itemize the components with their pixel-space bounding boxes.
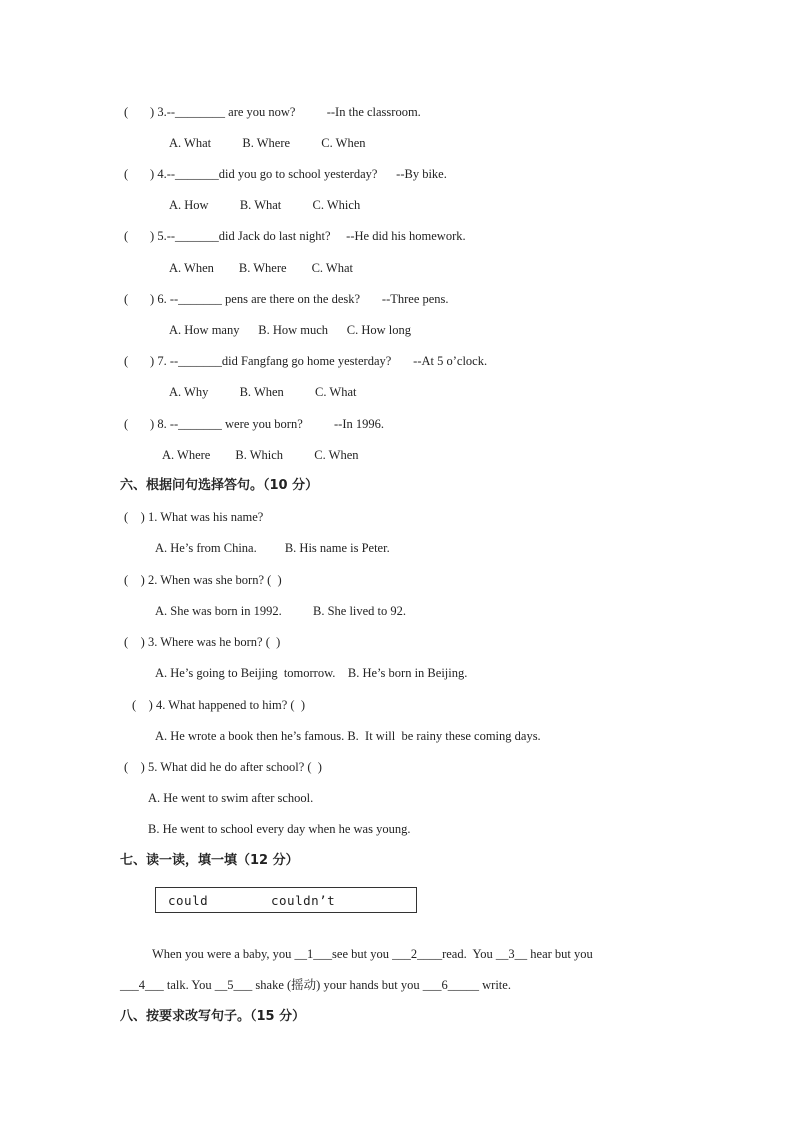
word-could: could [168,893,209,908]
question-8: ( ) 8. --_______ were you born? --In 1996. [124,417,385,431]
options-5: A. When B. Where C. What [169,261,353,275]
question-4: ( ) 4.--_______did you go to school yesterday? --By bike. [124,167,447,181]
passage-line-2: ___4___ talk. You __5___ shake (摇动) your hands but you ___6_____ write. [120,978,511,992]
question-5: ( ) 5.--_______did Jack do last night? --He did his homework. [124,229,466,243]
options-6: A. How many B. How much C. How long [169,323,412,337]
section6-title: 六、根据问句选择答句。（10 分） [120,478,319,493]
s6-question-2: ( ) 2. When was she born? ( ) [124,573,282,587]
s6-options-3: A. He’s going to Beijing tomorrow. B. He’s born in Beijing. [155,666,468,680]
section7-title: 七、读一读，填一填（12 分） [120,853,299,868]
s6-question-4: ( ) 4. What happened to him? ( ) [132,698,305,712]
options-8: A. Where B. Which C. When [162,448,359,462]
question-7: ( ) 7. --_______did Fangfang go home yesterday? --At 5 o’clock. [124,354,488,368]
options-7: A. Why B. When C. What [169,385,357,399]
s6-options-1: A. He’s from China. B. His name is Peter. [155,541,390,555]
s6-question-5: ( ) 5. What did he do after school? ( ) [124,760,322,774]
s6-options-5b: B. He went to school every day when he was young. [148,822,411,836]
word-couldnt: couldn’t [271,893,336,908]
question-3: ( ) 3.--________ are you now? --In the classroom. [124,105,421,119]
word-bank-box [155,887,417,913]
s6-options-4: A. He wrote a book then he’s famous. B. It will be rainy these coming days. [155,729,541,743]
options-3: A. What B. Where C. When [169,136,366,150]
s6-question-3: ( ) 3. Where was he born? ( ) [124,635,281,649]
passage-line-1: When you were a baby, you __1___see but you ___2____read. You __3__ hear but you [152,947,593,961]
section8-title: 八、按要求改写句子。（15 分） [120,1009,306,1024]
question-6: ( ) 6. --_______ pens are there on the desk? --Three pens. [124,292,449,306]
s6-question-1: ( ) 1. What was his name? [124,510,264,524]
options-4: A. How B. What C. Which [169,198,361,212]
s6-options-2: A. She was born in 1992. B. She lived to 92. [155,604,407,618]
s6-options-5a: A. He went to swim after school. [148,791,314,805]
